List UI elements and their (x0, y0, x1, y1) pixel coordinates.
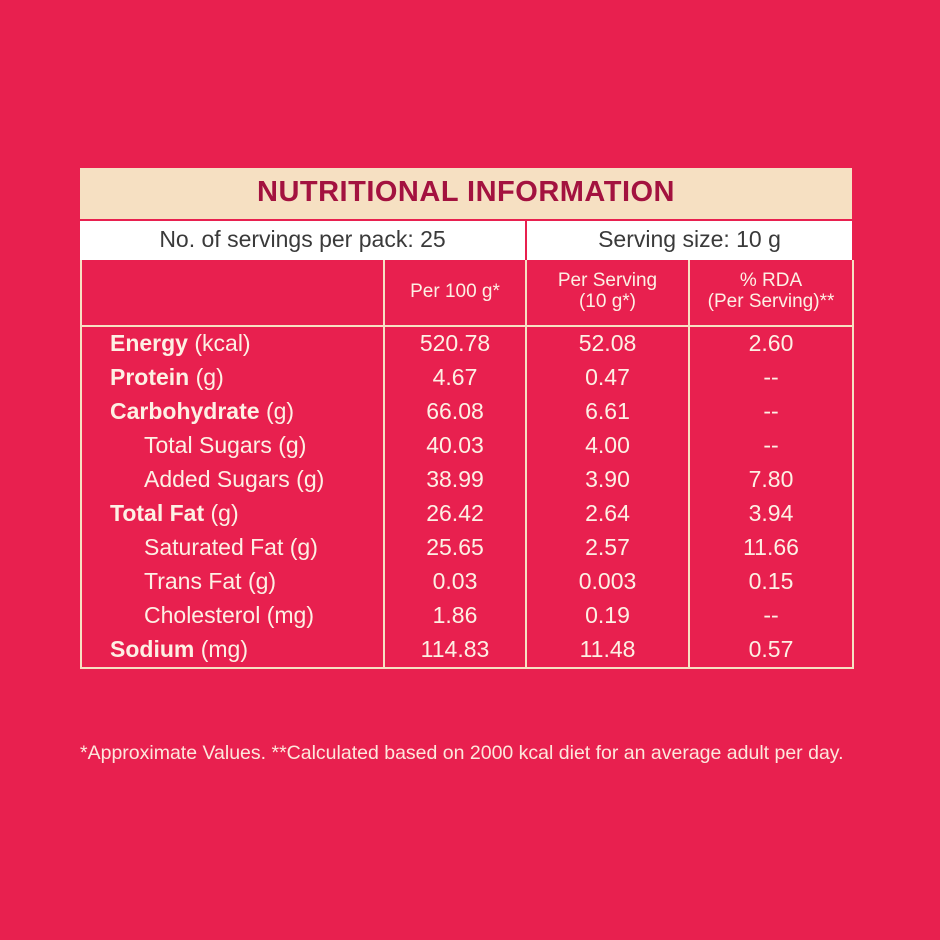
row-unit: (mg) (200, 635, 249, 662)
table-row (81, 633, 853, 668)
row-unit: (kcal) (194, 329, 251, 356)
row-unit: (g) (296, 465, 325, 492)
table-row (81, 463, 853, 497)
value-rda: 7.80 (689, 463, 853, 497)
value-per-100g: 25.65 (384, 531, 526, 565)
table-row (81, 531, 853, 565)
value-per-100g: 40.03 (384, 429, 526, 463)
table-row (81, 497, 853, 531)
column-header-rda-line2: (Per Serving)** (707, 291, 835, 313)
servings-bar (80, 219, 852, 260)
value-rda: -- (689, 361, 853, 395)
table-header (81, 260, 853, 326)
column-header-per-serving (526, 260, 689, 326)
value-per-serving: 0.003 (526, 565, 689, 599)
table-row (81, 395, 853, 429)
value-per-serving: 0.47 (526, 361, 689, 395)
row-label: Trans Fat (g) (81, 565, 384, 599)
value-rda: 2.60 (689, 326, 853, 361)
column-header-rda-line1: % RDA (739, 270, 803, 291)
value-per-serving: 3.90 (526, 463, 689, 497)
value-per-serving: 0.19 (526, 599, 689, 633)
row-unit: (g) (247, 567, 277, 594)
value-per-100g: 520.78 (384, 326, 526, 361)
table-row (81, 429, 853, 463)
page-title: NUTRITIONAL INFORMATION (257, 176, 675, 208)
value-rda: -- (689, 395, 853, 429)
nutrition-title-bar (80, 168, 852, 219)
value-per-100g: 66.08 (384, 395, 526, 429)
footnote: *Approximate Values. **Calculated based on 2000 kcal diet for an average adult per day. (80, 742, 844, 764)
value-per-serving: 11.48 (526, 633, 689, 668)
column-header-nutrient (81, 260, 384, 326)
row-unit: (g) (265, 397, 295, 424)
nutrition-panel (80, 168, 852, 669)
column-header-per-serving-line1: Per Serving (557, 270, 658, 291)
servings-per-pack: No. of servings per pack: 25 (80, 221, 527, 260)
serving-size: Serving size: 10 g (598, 226, 781, 252)
value-rda: -- (689, 599, 853, 633)
value-per-100g: 4.67 (384, 361, 526, 395)
row-label: Sodium (mg) (81, 633, 384, 668)
value-per-100g: 38.99 (384, 463, 526, 497)
row-label: Total Fat (g) (81, 497, 384, 531)
value-rda: 3.94 (689, 497, 853, 531)
column-header-rda (689, 260, 853, 326)
value-per-serving: 6.61 (526, 395, 689, 429)
row-unit: (g) (195, 363, 224, 390)
value-per-100g: 0.03 (384, 565, 526, 599)
value-rda: 0.15 (689, 565, 853, 599)
row-label: Added Sugars (g) (81, 463, 384, 497)
value-per-serving: 52.08 (526, 326, 689, 361)
value-rda: -- (689, 429, 853, 463)
row-label: Energy (kcal) (81, 326, 384, 361)
value-rda: 0.57 (689, 633, 853, 668)
nutrition-table (80, 260, 854, 669)
row-unit: (g) (289, 533, 318, 560)
table-row (81, 361, 853, 395)
table-header-row (81, 260, 853, 326)
table-row (81, 326, 853, 361)
value-per-serving: 2.57 (526, 531, 689, 565)
value-per-serving: 4.00 (526, 429, 689, 463)
row-unit: (g) (278, 431, 307, 458)
value-per-100g: 1.86 (384, 599, 526, 633)
table-row (81, 565, 853, 599)
row-label: Total Sugars (g) (81, 429, 384, 463)
table-body (81, 326, 853, 668)
row-label: Cholesterol (mg) (81, 599, 384, 633)
value-per-100g: 26.42 (384, 497, 526, 531)
value-rda: 11.66 (689, 531, 853, 565)
column-header-per-serving-line2: (10 g*) (578, 291, 637, 313)
row-label: Protein (g) (81, 361, 384, 395)
value-per-serving: 2.64 (526, 497, 689, 531)
row-label: Saturated Fat (g) (81, 531, 384, 565)
row-label: Carbohydrate (g) (81, 395, 384, 429)
row-unit: (g) (210, 499, 239, 526)
value-per-100g: 114.83 (384, 633, 526, 668)
table-row (81, 599, 853, 633)
column-header-per-100g: Per 100 g* (384, 260, 526, 326)
row-unit: (mg) (266, 601, 315, 628)
